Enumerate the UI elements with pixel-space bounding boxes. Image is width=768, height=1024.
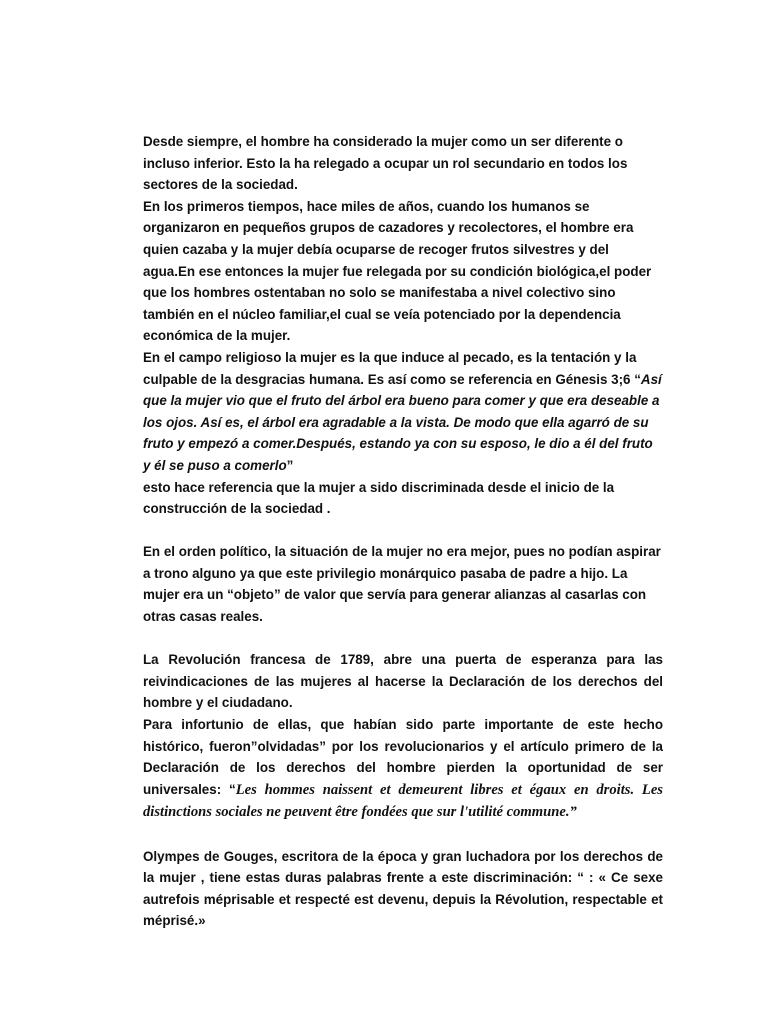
paragraph-spacer: [143, 520, 663, 542]
declaration-quote: Les hommes naissent et demeurent libres et égaux en droits. Les distinctions sociales ne peuvent être fondées que sur l'utilité commune.”: [143, 781, 663, 821]
paragraph-spacer: [143, 824, 663, 846]
document-body: [143, 131, 663, 932]
paragraph-spacer: [143, 628, 663, 650]
declaration-intro-text: Para infortunio de ellas, que habían sido parte importante de este hecho histórico, fueron”olvidadas” por los revolucionarios y el artículo primero de la Declaración de los derechos del hombre pierden la oportunidad de ser universales: “: [143, 717, 663, 797]
paragraph-intro: Desde siempre, el hombre ha considerado la mujer como un ser diferente o incluso inferior. Esto la ha relegado a ocupar un rol secundario en todos los sectores de la sociedad.: [143, 134, 628, 193]
paragraph-religion: [143, 347, 663, 477]
genesis-quote: Así que la mujer vio que el fruto del árbol era bueno para comer y que era deseable a los ojos. Así es, el árbol era agradable a la vista. De modo que ella agarró de su fruto y empezó a comer.Después, estando ya con su esposo, le dio a él del fruto y él se puso a comerlo: [143, 371, 662, 473]
paragraph-declaration: [143, 714, 663, 824]
paragraph-politics: En el orden político, la situación de la mujer no era mejor, pues no podían aspirar a trono alguno ya que este privilegio monárquico pasaba de padre a hijo. La mujer era un “objeto” de valor que servía para generar alianzas al casarlas con otras casas reales.: [143, 544, 661, 625]
paragraph-olympes: Olympes de Gouges, escritora de la época y gran luchadora por los derechos de la mujer , tiene estas duras palabras frente a este discriminación: “ : « Ce sexe autrefois méprisable et respecté est devenu, depuis la Révolution, respectable et méprisé.»: [143, 848, 663, 929]
paragraph-early-times: En los primeros tiempos, hace miles de años, cuando los humanos se organizaron en pequeños grupos de cazadores y recolectores, el hombre era quien cazaba y la mujer debía ocuparse de recoger frutos silvestres y del agua.En ese entonces la mujer fue relegada por su condición biológica,el poder que los hombres ostentaban no solo se manifestaba a nivel colectivo sino también en el núcleo familiar,el cual se veía potenciado por la dependencia económica de la mujer.: [143, 198, 652, 344]
paragraph-revolution: La Revolución francesa de 1789, abre una puerta de esperanza para las reivindicaciones de las mujeres al hacerse la Declaración de los derechos del hombre y el ciudadano.: [143, 652, 663, 711]
religion-intro-text: En el campo religioso la mujer es la que induce al pecado, es la tentación y la culpable de la desgracias humana. Es así como se referencia en Génesis 3;6 “: [143, 349, 641, 387]
genesis-quote-close: ”: [286, 457, 294, 473]
paragraph-reference: esto hace referencia que la mujer a sido discriminada desde el inicio de la construcción de la sociedad .: [143, 479, 615, 517]
